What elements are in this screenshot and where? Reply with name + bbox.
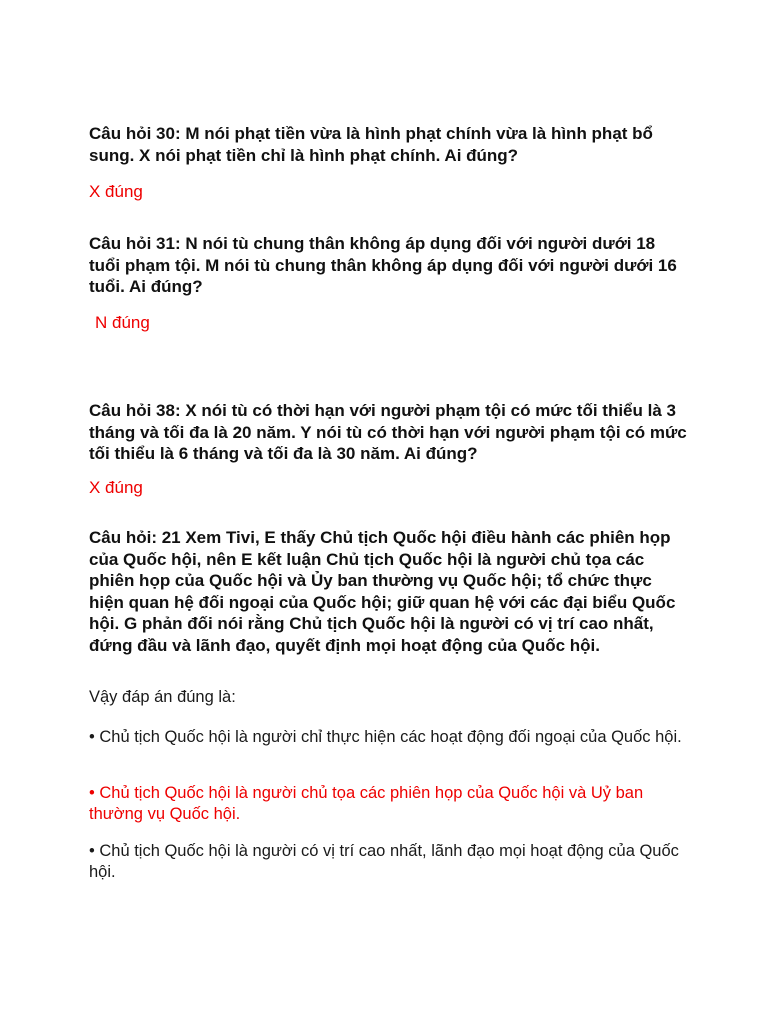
option-3: • Chủ tịch Quốc hội là người có vị trí cao nhất, lãnh đạo mọi hoạt động của Quốc hội. bbox=[89, 842, 679, 881]
answer-30: X đúng bbox=[89, 182, 143, 201]
option-1: • Chủ tịch Quốc hội là người chỉ thực hiện các hoạt động đối ngoại của Quốc hội. bbox=[89, 728, 682, 746]
answer-38: X đúng bbox=[89, 478, 143, 497]
question-38: Câu hỏi 38: X nói tù có thời hạn với người phạm tội có mức tối thiểu là 3 tháng và tối đa là 20 năm. Y nói tù có thời hạn với người phạm tội có mức tối thiểu là 6 tháng và tối đa là 30 năm. Ai đúng? bbox=[89, 401, 687, 463]
option-2-correct: • Chủ tịch Quốc hội là người chủ tọa các phiên họp của Quốc hội và Uỷ ban thường vụ Quốc hội. bbox=[89, 784, 644, 823]
question-21: Câu hỏi: 21 Xem Tivi, E thấy Chủ tịch Quốc hội điều hành các phiên họp của Quốc hội, nên E kết luận Chủ tịch Quốc hội là người chủ tọa các phiên họp của Quốc hội và Ủy ban thường vụ Quốc hội; tổ chức thực hiện quan hệ đối ngoại của Quốc hội; giữ quan hệ với các đại biểu Quốc hội. G phản đối nói rằng Chủ tịch Quốc hội là người có vị trí cao nhất, đứng đầu và lãnh đạo, quyết định mọi hoạt động của Quốc hội. bbox=[89, 528, 676, 655]
answer-intro: Vậy đáp án đúng là: bbox=[89, 688, 236, 706]
answer-31: N đúng bbox=[95, 313, 150, 332]
question-31: Câu hỏi 31: N nói tù chung thân không áp dụng đối với người dưới 18 tuổi phạm tội. M nói tù chung thân không áp dụng đối với người dưới 16 tuổi. Ai đúng? bbox=[89, 234, 677, 296]
question-30: Câu hỏi 30: M nói phạt tiền vừa là hình phạt chính vừa là hình phạt bổ sung. X nói phạt tiền chỉ là hình phạt chính. Ai đúng? bbox=[89, 124, 653, 165]
